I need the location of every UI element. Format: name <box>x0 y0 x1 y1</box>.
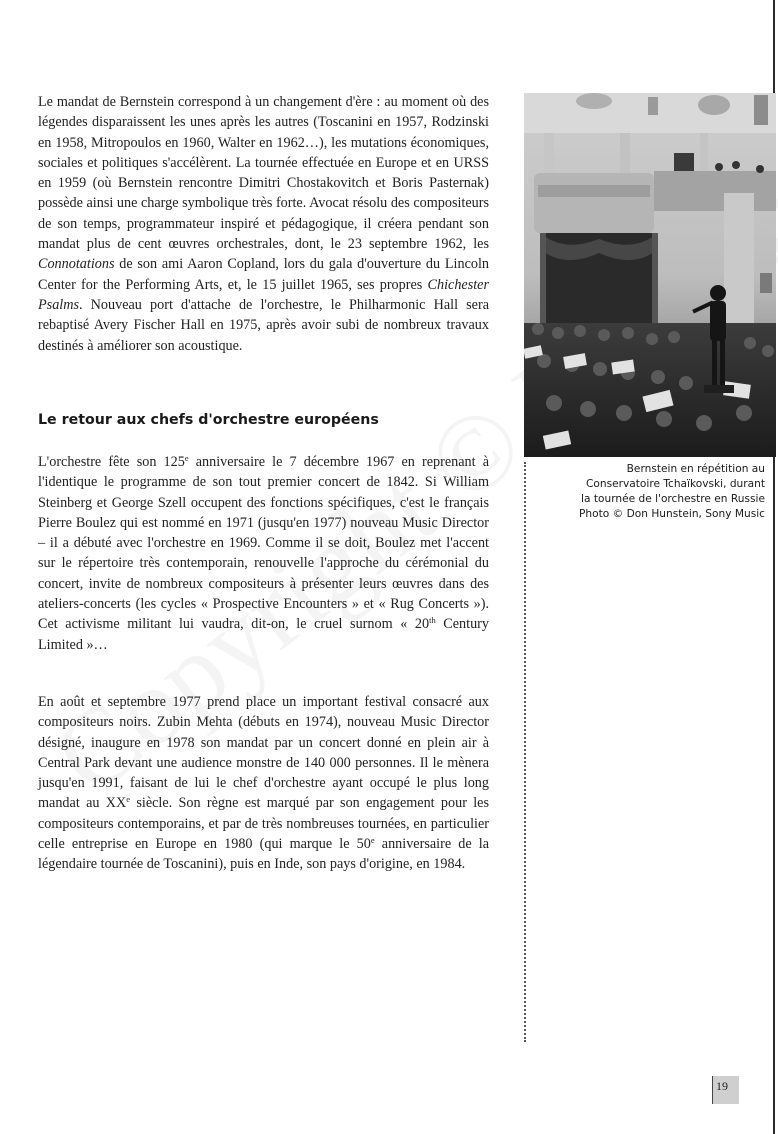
caption-line: Conservatoire Tchaïkovski, durant <box>586 478 765 490</box>
paragraph-mehta-era: En août et septembre 1977 prend place un important festival consacré aux compositeurs noirs. Zubin Mehta (débuts en 1974), nouveau Music Director désigné, inaugure en 1978 son mandat par un concert donné en plein air à Central Park devant une audience monstre de 140 000 personnes. Il le mènera jusqu'en 1991, faisant de lui le chef d'orchestre ayant occupé le plus long mandat au XXe siècle. Son règne est marqué par son engagement pour les compositeurs contemporains, et par de très nombreuses tournées, en particulier celle entreprise en Europe en 1980 (qui marque le 50e anniversaire de la légendaire tournée de Toscanini), puis en Inde, son pays d'origine, en 1984. <box>38 694 490 873</box>
caption-line: Bernstein en répétition au <box>626 463 765 475</box>
photo-caption <box>530 462 765 522</box>
bernstein-rehearsal-photo <box>524 93 776 457</box>
page-number: 19 <box>716 1079 728 1093</box>
paragraph-125th-anniversary: L'orchestre fête son 125e anniversaire le 7 décembre 1967 en reprenant à l'identique le programme de son tout premier concert de 1842. Si William Steinberg et George Szell occupent des fonctions spécifiques, c'est le français Pierre Boulez qui est nommé en 1971 (jusqu'en 1977) nouveau Music Director – il a débuté avec l'orchestre en 1969. Comme il se doit, Boulez met l'accent sur le répertoire très contemporain, renouvelle l'approche du cérémonial du concert, invite de nombreux compositeurs à présenter leurs œuvres dans des ateliers-concerts (les cycles « Prospective Encounters » et « Rug Concerts »). Cet activisme militant lui vaudra, dit-on, le cruel surnom « 20th Century Limited »… <box>38 453 489 653</box>
section-heading: Le retour aux chefs d'orchestre européens <box>38 412 379 428</box>
caption-line: Photo © Don Hunstein, Sony Music <box>579 508 765 520</box>
paragraph-bernstein-mandate: Le mandat de Bernstein correspond à un changement d'ère : au moment où des légendes disparaissent les unes après les autres (Toscanini en 1957, Rodzinski en 1958, Mitropoulos en 1960, Walter en 1962…), les mutations économiques, sociales et politiques s'accélèrent. La tournée effectuée en Europe et en URSS en 1959 (où Bernstein rencontre Dimitri Chostakovitch et Boris Pasternak) possède ainsi une charge symbolique très forte. Avocat résolu des compositeurs de son temps, programmateur inspiré et pédagogique, il créera pendant son mandat plus de cent œuvres orchestrales, dont, le 23 septembre 1962, les Connotations de son ami Aaron Copland, lors du gala d'ouverture du Lincoln Center for the Performing Arts, et, le 15 juillet 1965, ses propres Chichester Psalms. Nouveau port d'attache de l'orchestre, le Philharmonic Hall sera rebaptisé Avery Fischer Hall en 1975, après avoir subi de nombreux travaux destinés à améliorer son acoustique. <box>38 94 489 354</box>
dotted-column-divider <box>524 462 526 1042</box>
caption-line: la tournée de l'orchestre en Russie <box>581 493 765 505</box>
